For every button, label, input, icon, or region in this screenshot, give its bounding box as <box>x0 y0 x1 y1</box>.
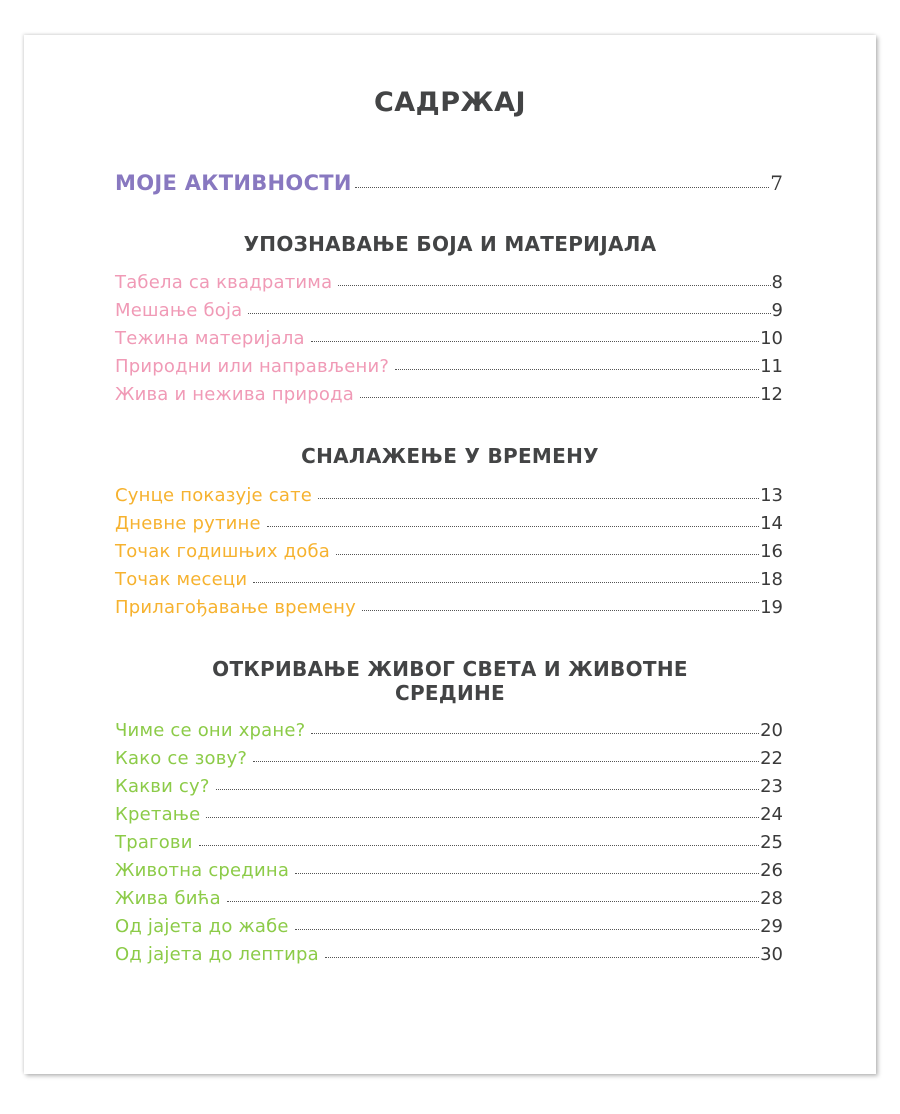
toc-entry-page: 10 <box>760 328 783 349</box>
toc-entry[interactable] <box>115 832 783 853</box>
section-heading-line: СРЕДИНЕ <box>394 681 506 705</box>
toc-entry-label: Какви су? <box>115 776 210 797</box>
dot-leader <box>318 498 759 499</box>
section-heading-colors-materials: УПОЗНАВАЊЕ БОЈА И МАТЕРИЈАЛА <box>243 232 657 256</box>
toc-entry[interactable] <box>115 569 783 590</box>
dot-leader <box>355 187 769 188</box>
toc-entry-label: Од јајета до лептира <box>115 944 319 965</box>
toc-entry-page: 13 <box>760 485 783 506</box>
toc-entry-page: 29 <box>760 916 783 937</box>
toc-entry-label: Точак годишњих доба <box>115 541 330 562</box>
toc-entry[interactable] <box>115 944 783 965</box>
toc-entry-label: Мешање боја <box>115 300 243 321</box>
toc-entry[interactable] <box>115 916 783 937</box>
toc-entry[interactable] <box>115 541 783 562</box>
toc-entry[interactable] <box>115 597 783 618</box>
toc-entry[interactable] <box>115 384 783 405</box>
toc-entry-label: Тежина материјала <box>115 328 305 349</box>
toc-entry-label: Прилагођавање времену <box>115 597 356 618</box>
toc-entry-page: 22 <box>760 748 783 769</box>
toc-entry[interactable] <box>115 328 783 349</box>
dot-leader <box>395 369 759 370</box>
toc-entry[interactable] <box>115 888 783 909</box>
dot-leader <box>267 526 759 527</box>
dot-leader <box>253 582 759 583</box>
dot-leader <box>311 733 759 734</box>
section-heading-line: ОТКРИВАЊЕ ЖИВОГ СВЕТА И ЖИВОТНЕ <box>212 657 688 681</box>
toc-entry-label: Дневне рутине <box>115 513 261 534</box>
section-heading-living-world <box>64 657 836 705</box>
dot-leader <box>360 397 759 398</box>
toc-entry-page: 30 <box>760 944 783 965</box>
dot-leader <box>338 285 770 286</box>
toc-entry-page: 9 <box>771 300 783 321</box>
toc-entry[interactable] <box>115 804 783 825</box>
toc-entry-page: 12 <box>760 384 783 405</box>
toc-entry[interactable] <box>115 720 783 741</box>
toc-entry-label: Точак месеци <box>115 569 248 590</box>
dot-leader <box>253 761 759 762</box>
document-page <box>24 35 876 1074</box>
dot-leader <box>295 929 759 930</box>
dot-leader <box>199 845 759 846</box>
toc-entry-page: 11 <box>760 356 783 377</box>
dot-leader <box>227 901 759 902</box>
toc-entry-label: Сунце показује сате <box>115 485 313 506</box>
dot-leader <box>325 957 759 958</box>
toc-entry-page: 24 <box>760 804 783 825</box>
dot-leader <box>216 789 759 790</box>
toc-entry-page: 14 <box>760 513 783 534</box>
page-title: САДРЖАЈ <box>373 87 527 118</box>
toc-entry[interactable] <box>115 513 783 534</box>
toc-entry[interactable] <box>115 272 783 293</box>
dot-leader <box>311 341 759 342</box>
dot-leader <box>248 313 770 314</box>
toc-entry-label: Како се зову? <box>115 748 248 769</box>
toc-entry[interactable] <box>115 485 783 506</box>
toc-entry-page: 8 <box>771 272 783 293</box>
toc-entry-label: Жива и нежива природа <box>115 384 354 405</box>
toc-entry-label: Табела са квадратима <box>115 272 333 293</box>
toc-entry-page: 19 <box>760 597 783 618</box>
dot-leader <box>295 873 759 874</box>
toc-entry-my-activities[interactable] <box>115 171 783 195</box>
dot-leader <box>336 554 759 555</box>
toc-entry-page: 23 <box>760 776 783 797</box>
toc-entry-label: Чиме се они хране? <box>115 720 306 741</box>
toc-entry-page: 18 <box>760 569 783 590</box>
toc-entry-label: Кретање <box>115 804 201 825</box>
toc-entry-page: 26 <box>760 860 783 881</box>
toc-entry-label: МОЈЕ АКТИВНОСТИ <box>115 171 352 195</box>
toc-entry-label: Од јајета до жабе <box>115 916 289 937</box>
toc-entry[interactable] <box>115 356 783 377</box>
toc-entry[interactable] <box>115 776 783 797</box>
toc-entry-page: 25 <box>760 832 783 853</box>
dot-leader <box>362 610 759 611</box>
toc-entry-label: Жива бића <box>115 888 221 909</box>
section-heading-time: СНАЛАЖЕЊЕ У ВРЕМЕНУ <box>301 444 599 468</box>
toc-entry-label: Трагови <box>115 832 193 853</box>
toc-entry[interactable] <box>115 300 783 321</box>
toc-entry-label: Природни или направљени? <box>115 356 390 377</box>
toc-entry-page: 20 <box>760 720 783 741</box>
toc-entry-page: 16 <box>760 541 783 562</box>
toc-entry[interactable] <box>115 748 783 769</box>
dot-leader <box>206 817 759 818</box>
toc-entry[interactable] <box>115 860 783 881</box>
toc-entry-page: 28 <box>760 888 783 909</box>
toc-entry-page: 7 <box>770 171 783 195</box>
toc-entry-label: Животна средина <box>115 860 290 881</box>
